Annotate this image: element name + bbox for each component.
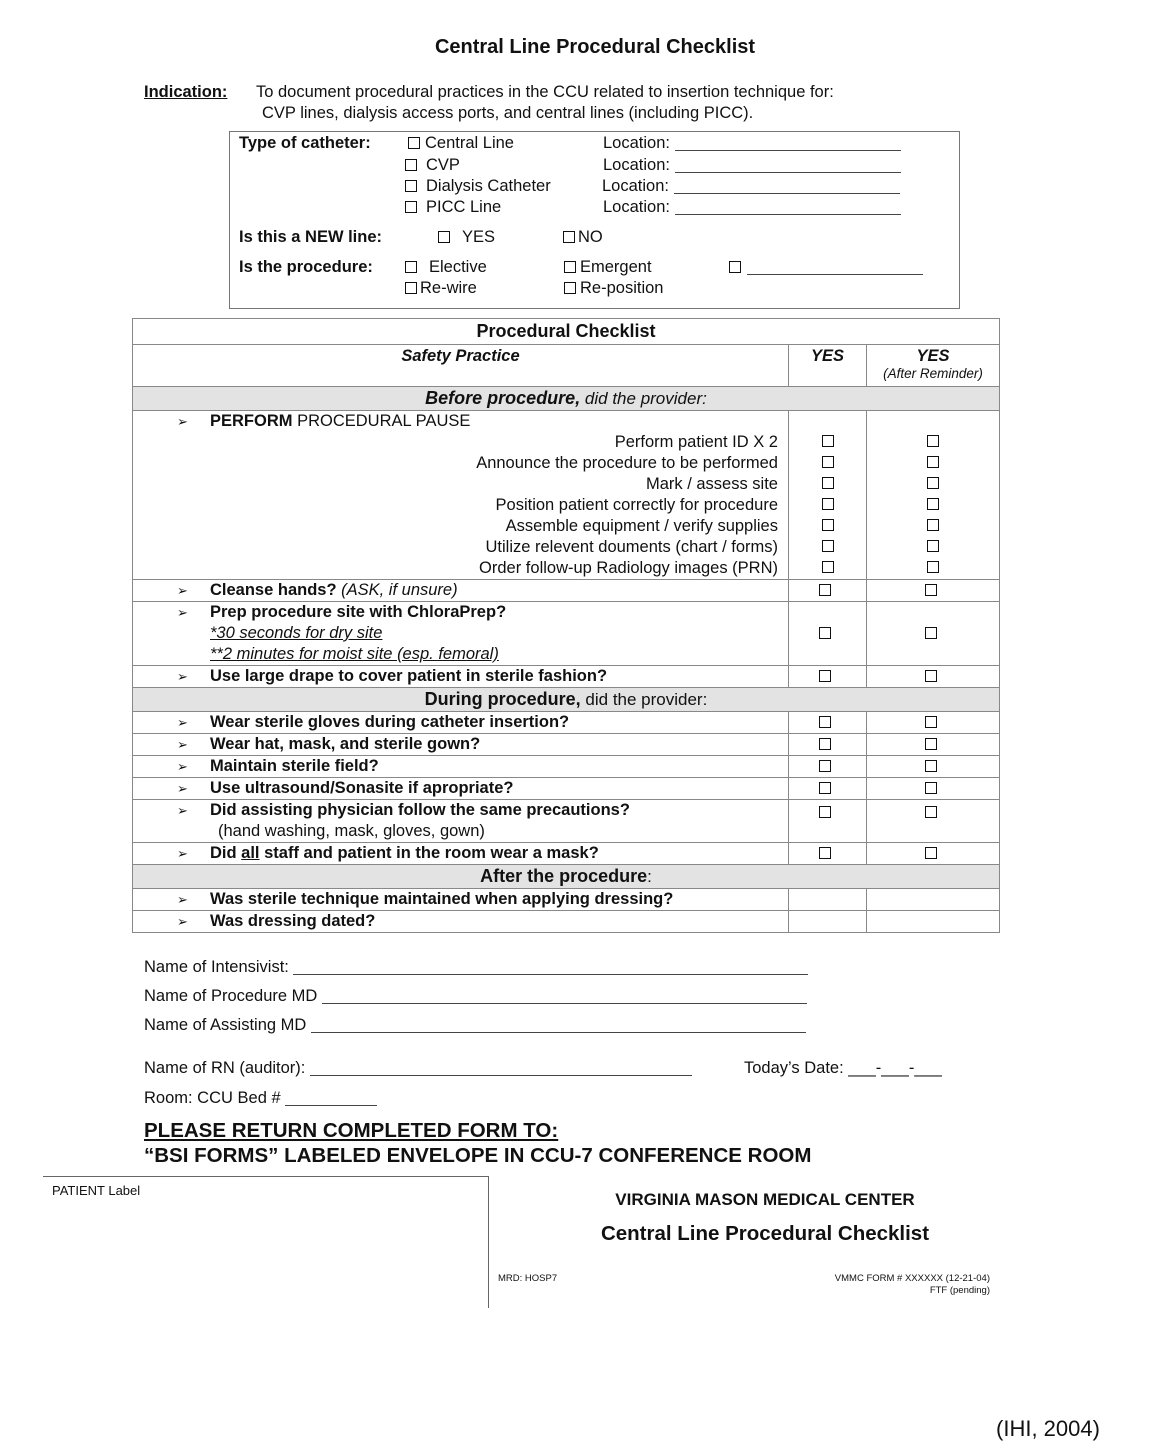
checklist-title: Procedural Checklist: [133, 319, 1000, 345]
arrow-bullet-icon: ➢: [177, 846, 188, 861]
procedure-other[interactable]: [729, 258, 923, 277]
location-field-4[interactable]: Location:: [603, 198, 901, 217]
table-row: ➢ Did assisting physician follow the same precautions? (hand washing, mask, gloves, gown): [133, 800, 1000, 843]
checkbox-icon[interactable]: [405, 282, 417, 294]
checkbox-icon[interactable]: [405, 201, 417, 213]
checkbox-icon[interactable]: [819, 716, 831, 728]
indication-text: To document procedural practices in the CCU related to insertion technique for:: [256, 83, 834, 101]
arrow-bullet-icon: ➢: [177, 715, 188, 730]
checkbox-icon[interactable]: [405, 159, 417, 171]
table-row: ➢ Cleanse hands? (ASK, if unsure): [133, 580, 1000, 602]
checkbox-icon[interactable]: [822, 456, 834, 468]
checkbox-icon[interactable]: [927, 561, 939, 573]
arrow-bullet-icon: ➢: [177, 583, 188, 598]
arrow-bullet-icon: ➢: [177, 605, 188, 620]
checkbox-icon[interactable]: [729, 261, 741, 273]
new-line-label: Is this a NEW line:: [239, 228, 383, 246]
table-row: ➢ Was sterile technique maintained when applying dressing?: [133, 889, 1000, 911]
pause-yes-after-reminder-checkboxes: [867, 411, 1000, 580]
checkbox-icon[interactable]: [405, 180, 417, 192]
checkbox-icon[interactable]: [822, 519, 834, 531]
checkbox-icon[interactable]: [925, 738, 937, 750]
footer-form-title: Central Line Procedural Checklist: [600, 1222, 930, 1245]
location-field-2[interactable]: Location:: [603, 156, 901, 175]
checkbox-icon[interactable]: [927, 540, 939, 552]
arrow-bullet-icon: ➢: [177, 803, 188, 818]
checkbox-icon[interactable]: [925, 584, 937, 596]
checkbox-icon[interactable]: [819, 627, 831, 639]
arrow-bullet-icon: ➢: [177, 414, 188, 429]
col-yes: YES: [789, 345, 867, 387]
checkbox-icon[interactable]: [927, 477, 939, 489]
arrow-bullet-icon: ➢: [177, 669, 188, 684]
form-number: VMMC FORM # XXXXXX (12-21-04) FTF (pending): [834, 1273, 990, 1296]
checkbox-icon[interactable]: [925, 716, 937, 728]
checkbox-icon[interactable]: [927, 498, 939, 510]
checkbox-icon[interactable]: [925, 782, 937, 794]
table-row: ➢ Use large drape to cover patient in sterile fashion?: [133, 666, 1000, 688]
indication-label: Indication:: [144, 83, 228, 101]
arrow-bullet-icon: ➢: [177, 781, 188, 796]
procedure-emergent[interactable]: Emergent: [564, 258, 652, 277]
location-field-3[interactable]: Location:: [602, 177, 900, 196]
procedure-label: Is the procedure:: [239, 258, 373, 276]
procedure-elective[interactable]: Elective: [405, 258, 487, 277]
arrow-bullet-icon: ➢: [177, 914, 188, 929]
checkbox-icon[interactable]: [822, 498, 834, 510]
checkbox-icon[interactable]: [927, 519, 939, 531]
checkbox-icon[interactable]: [822, 561, 834, 573]
section-during: During procedure, did the provider:: [133, 688, 1000, 712]
checkbox-icon[interactable]: [564, 261, 576, 273]
checkbox-icon[interactable]: [925, 806, 937, 818]
citation: (IHI, 2004): [996, 1416, 1100, 1441]
catheter-picc[interactable]: PICC Line: [405, 198, 501, 217]
table-row: ➢ Wear hat, mask, and sterile gown?: [133, 734, 1000, 756]
catheter-cvp[interactable]: CVP: [405, 156, 460, 175]
new-line-no[interactable]: NO: [563, 228, 603, 247]
location-field-1[interactable]: Location:: [603, 134, 901, 153]
checkbox-icon[interactable]: [925, 760, 937, 772]
room-bed-field[interactable]: Room: CCU Bed #: [144, 1089, 377, 1108]
checkbox-icon[interactable]: [819, 847, 831, 859]
checkbox-icon[interactable]: [822, 477, 834, 489]
indication: [144, 82, 834, 124]
procedural-checklist-table: [132, 318, 1000, 933]
rn-auditor-field[interactable]: Name of RN (auditor):: [144, 1059, 692, 1078]
catheter-central-line[interactable]: Central Line: [408, 134, 514, 153]
checkbox-icon[interactable]: [408, 137, 420, 149]
page-title: Central Line Procedural Checklist: [434, 36, 756, 58]
patient-label-box: PATIENT Label: [43, 1176, 489, 1308]
return-instructions-location: “BSI FORMS” LABELED ENVELOPE IN CCU-7 CONFERENCE ROOM: [144, 1144, 812, 1167]
catheter-box: [229, 131, 960, 309]
new-line-yes[interactable]: YES: [438, 228, 495, 247]
checkbox-icon[interactable]: [822, 540, 834, 552]
checkbox-icon[interactable]: [819, 738, 831, 750]
mrd-code: MRD: HOSP7: [498, 1273, 558, 1284]
procedure-reposition[interactable]: Re-position: [564, 279, 663, 298]
section-after: After the procedure:: [133, 865, 1000, 889]
table-row: ➢ Prep procedure site with ChloraPrep? *30 seconds for dry site **2 minutes for moist site (esp. femoral): [133, 602, 1000, 666]
table-row: ➢ PERFORM PROCEDURAL PAUSE Perform patient ID X 2 Announce the procedure to be performed Mark / assess site Position patient correctly for procedure Assemble equipment / verify supplies Utilize relevent douments (chart / forms) Order follow-up Radiology images (PRN): [133, 411, 1000, 580]
checkbox-icon[interactable]: [819, 584, 831, 596]
arrow-bullet-icon: ➢: [177, 759, 188, 774]
procedure-rewire[interactable]: Re-wire: [405, 279, 477, 298]
arrow-bullet-icon: ➢: [177, 737, 188, 752]
procedure-md-field[interactable]: Name of Procedure MD: [144, 987, 807, 1006]
return-instructions-heading: PLEASE RETURN COMPLETED FORM TO:: [144, 1119, 559, 1142]
section-before: Before procedure, did the provider:: [133, 387, 1000, 411]
table-row: ➢ Was dressing dated?: [133, 911, 1000, 933]
procedural-pause-steps: Perform patient ID X 2 Announce the procedure to be performed Mark / assess site Position patient correctly for procedure Assemble equipment / verify supplies Utilize relevent douments (chart / forms) Order follow-up Radiology images (PRN): [476, 433, 778, 577]
checkbox-icon[interactable]: [563, 231, 575, 243]
catheter-dialysis[interactable]: Dialysis Catheter: [405, 177, 551, 196]
checkbox-icon[interactable]: [927, 435, 939, 447]
checkbox-icon[interactable]: [405, 261, 417, 273]
table-row: ➢ Did all staff and patient in the room wear a mask?: [133, 843, 1000, 865]
table-row: ➢ Use ultrasound/Sonasite if apropriate?: [133, 778, 1000, 800]
checkbox-icon[interactable]: [819, 782, 831, 794]
checkbox-icon[interactable]: [819, 806, 831, 818]
checkbox-icon[interactable]: [822, 435, 834, 447]
checkbox-icon[interactable]: [819, 670, 831, 682]
todays-date-field[interactable]: Today’s Date: ___-___-___: [744, 1059, 942, 1077]
checkbox-icon[interactable]: [564, 282, 576, 294]
checkbox-icon[interactable]: [925, 670, 937, 682]
table-row: ➢ Maintain sterile field?: [133, 756, 1000, 778]
col-safety-practice: Safety Practice: [133, 345, 789, 387]
checkbox-icon[interactable]: [925, 847, 937, 859]
indication-text-2: CVP lines, dialysis access ports, and central lines (including PICC).: [262, 104, 754, 122]
checkbox-icon[interactable]: [819, 760, 831, 772]
pause-yes-checkboxes: [789, 411, 867, 580]
checkbox-icon[interactable]: [927, 456, 939, 468]
table-row: ➢ Wear sterile gloves during catheter insertion?: [133, 712, 1000, 734]
assisting-md-field[interactable]: Name of Assisting MD: [144, 1016, 806, 1035]
checkbox-icon[interactable]: [438, 231, 450, 243]
intensivist-field[interactable]: Name of Intensivist:: [144, 958, 808, 977]
catheter-type-label: Type of catheter:: [239, 134, 371, 152]
col-yes-after-reminder: YES (After Reminder): [867, 345, 1000, 387]
arrow-bullet-icon: ➢: [177, 892, 188, 907]
organization-name: VIRGINIA MASON MEDICAL CENTER: [615, 1190, 915, 1209]
checkbox-icon[interactable]: [925, 627, 937, 639]
